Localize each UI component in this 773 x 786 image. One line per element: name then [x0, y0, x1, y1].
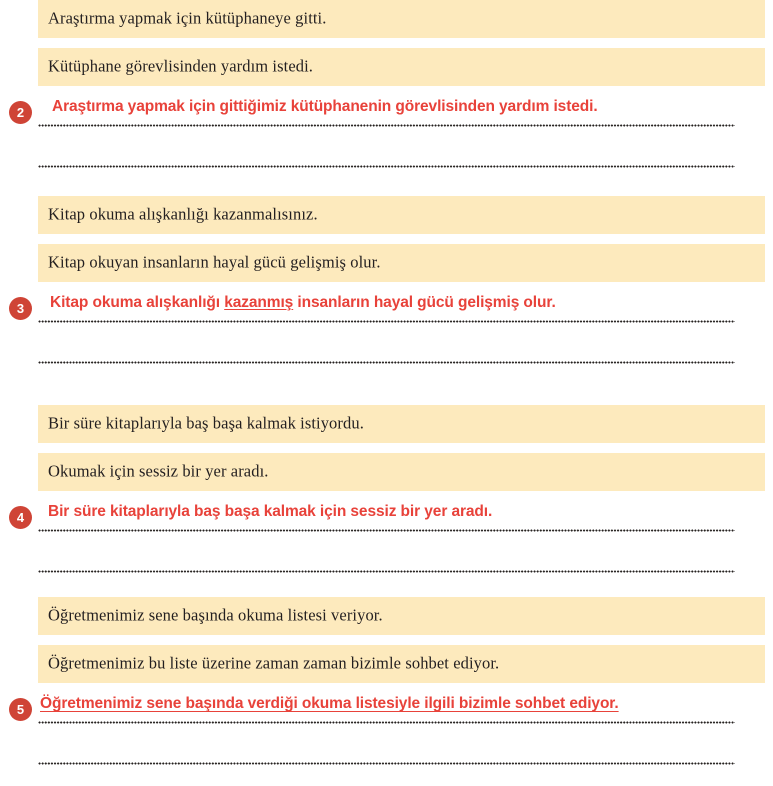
answer-text-segment: insanların hayal gücü gelişmiş olur. — [293, 294, 556, 311]
premise-sentence-box — [38, 244, 765, 282]
premise-sentence-text: Bir süre kitaplarıyla baş başa kalmak istiyordu. — [48, 413, 364, 433]
answer-row — [0, 502, 773, 536]
premise-sentence-box — [38, 405, 765, 443]
blank-writing-line[interactable] — [38, 361, 735, 364]
premise-sentence-box — [38, 0, 765, 38]
premise-sentence-text: Okumak için sessiz bir yer aradı. — [48, 461, 269, 481]
answer-text-segment: Bir süre kitaplarıyla baş başa kalmak için sessiz bir yer aradı. — [48, 503, 493, 520]
premise-sentence-text: Kütüphane görevlisinden yardım istedi. — [48, 56, 313, 76]
blank-writing-line[interactable] — [38, 570, 735, 573]
premise-sentence-text: Öğretmenimiz bu liste üzerine zaman zaman bizimle sohbet ediyor. — [48, 653, 500, 673]
answer-writing-line[interactable] — [38, 320, 735, 323]
premise-sentence-box — [38, 48, 765, 86]
answer-writing-line[interactable] — [38, 124, 735, 127]
blank-writing-line[interactable] — [38, 762, 735, 765]
blank-writing-line[interactable] — [38, 165, 735, 168]
item-number-badge: 4 — [9, 506, 32, 529]
premise-sentence-box — [38, 597, 765, 635]
answer-row — [0, 694, 773, 728]
answer-text-segment: Kitap okuma alışkanlığı — [50, 294, 225, 311]
item-number-badge: 5 — [9, 698, 32, 721]
answer-text-segment: Araştırma yapmak için gittiğimiz kütüphanenin görevlisinden yardım istedi. — [52, 98, 598, 115]
premise-sentence-text: Öğretmenimiz sene başında okuma listesi veriyor. — [48, 605, 383, 625]
handwritten-answer-text — [48, 503, 492, 521]
answer-text-segment: Öğretmenimiz sene başında verdiği okuma listesiyle ilgili bizimle sohbet ediyor. — [40, 695, 619, 712]
handwritten-answer-text — [52, 98, 598, 116]
answer-writing-line[interactable] — [38, 721, 735, 724]
premise-sentence-text: Kitap okuma alışkanlığı kazanmalısınız. — [48, 204, 318, 224]
handwritten-answer-text — [50, 294, 556, 312]
answer-row — [0, 293, 773, 327]
handwritten-answer-text — [40, 695, 619, 713]
premise-sentence-text: Araştırma yapmak için kütüphaneye gitti. — [48, 8, 327, 28]
premise-sentence-box — [38, 645, 765, 683]
answer-underlined-word: kazanmış — [224, 294, 294, 311]
item-number-badge: 2 — [9, 101, 32, 124]
answer-writing-line[interactable] — [38, 529, 735, 532]
premise-sentence-box — [38, 196, 765, 234]
premise-sentence-box — [38, 453, 765, 491]
item-number-badge: 3 — [9, 297, 32, 320]
answer-row — [0, 97, 773, 131]
premise-sentence-text: Kitap okuyan insanların hayal gücü gelişmiş olur. — [48, 252, 381, 272]
